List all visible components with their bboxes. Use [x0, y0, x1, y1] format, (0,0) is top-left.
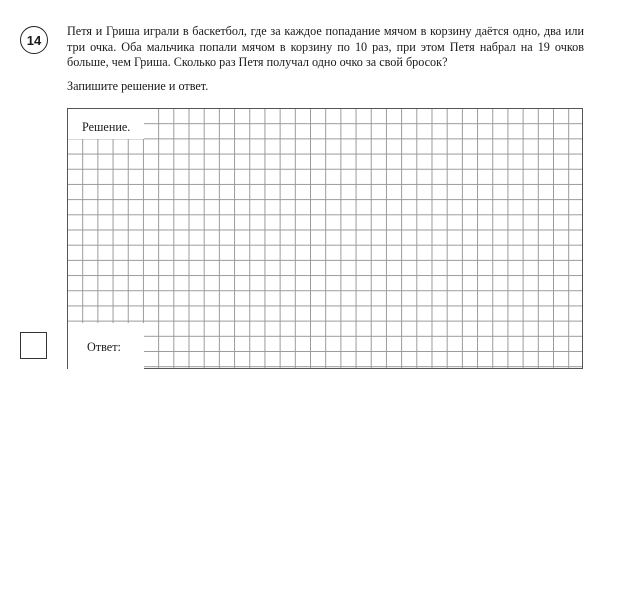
- score-box[interactable]: [20, 332, 47, 359]
- answer-label: Ответ:: [68, 323, 144, 369]
- problem-text: Петя и Гриша играли в баскетбол, где за каждое попадание мячом в корзину даётся одно, два или три очка. Оба мальчика попали мячом в корзину по 10 раз, при этом Петя набрал на 19 очков больше, чем Гриша. Сколько раз Петя получал одно очко за свой бросок?: [67, 24, 584, 69]
- task-number-badge: [20, 26, 48, 54]
- answer-grid[interactable]: [67, 108, 583, 369]
- task-number: 14: [26, 32, 42, 48]
- solution-label: Решение.: [68, 109, 144, 139]
- instruction-text: Запишите решение и ответ.: [67, 79, 209, 93]
